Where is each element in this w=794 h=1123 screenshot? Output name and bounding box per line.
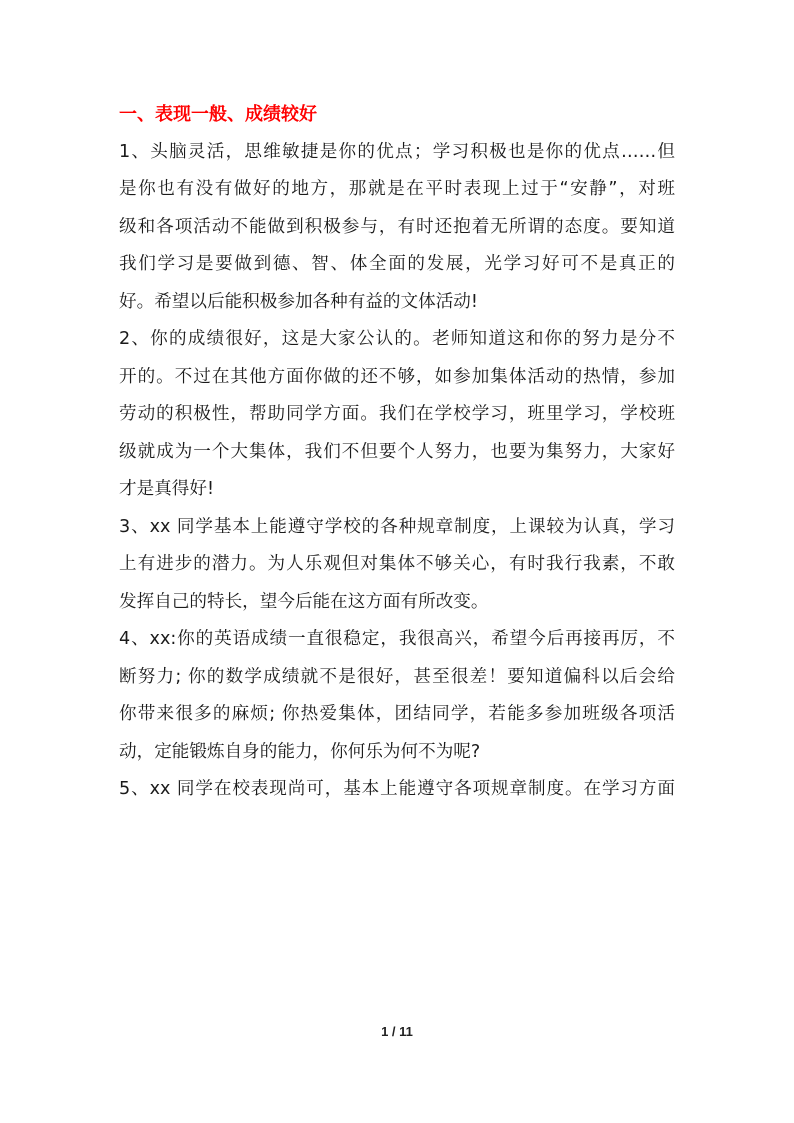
text-line: 发挥自己的特长，望今后能在这方面有所改变。 — [119, 591, 489, 612]
text-line: 2、你的成绩很好，这是大家公认的。老师知道这和你的努力是分不 — [119, 329, 675, 349]
text-line: 上有进步的潜力。为人乐观但对集体不够关心，有时我行我素，不敢 — [119, 554, 675, 574]
text-line: 级和各项活动不能做到积极参与，有时还抱着无所谓的态度。要知道 — [119, 216, 675, 237]
page-number: 1 / 11 — [381, 1024, 413, 1039]
comment-paragraph-2 — [119, 321, 675, 509]
text-line: 好。希望以后能积极参加各种有益的文体活动! — [119, 291, 478, 312]
text-line: 4、xx:你的英语成绩一直很稳定，我很高兴，希望今后再接再厉，不 — [119, 629, 675, 649]
text-line: 你带来很多的麻烦; 你热爱集体，团结同学，若能多参加班级各项活 — [119, 704, 675, 724]
text-line: 级就成为一个大集体，我们不但要个人努力，也要为集努力，大家好 — [119, 441, 675, 462]
comment-paragraph-1 — [119, 134, 675, 322]
section-heading: 一、表现一般、成绩较好 — [119, 104, 317, 125]
text-line: 断努力; 你的数学成绩就不是很好，甚至很差！要知道偏科以后会给 — [119, 666, 675, 687]
document-page — [119, 96, 675, 809]
text-line: 3、xx 同学基本上能遵守学校的各种规章制度，上课较为认真，学习 — [119, 516, 675, 537]
text-line: 1、头脑灵活，思维敏捷是你的优点；学习积极也是你的优点……但 — [119, 141, 675, 162]
text-line: 劳动的积极性，帮助同学方面。我们在学校学习，班里学习，学校班 — [119, 404, 675, 424]
comment-paragraph-4 — [119, 621, 675, 771]
comment-paragraph-5 — [119, 771, 675, 809]
text-line: 才是真得好! — [119, 479, 215, 499]
text-line: 开的。不过在其他方面你做的还不够，如参加集体活动的热情，参加 — [119, 366, 675, 387]
text-line: 是你也有没有做好的地方，那就是在平时表现上过于“安静”，对班 — [119, 179, 675, 199]
text-line: 动，定能锻炼自身的能力，你何乐为何不为呢? — [119, 741, 481, 762]
comment-paragraph-3 — [119, 509, 675, 622]
text-line: 我们学习是要做到德、智、体全面的发展，光学习好可不是真正的 — [119, 254, 675, 274]
text-line: 5、xx 同学在校表现尚可，基本上能遵守各项规章制度。在学习方面 — [119, 779, 675, 799]
